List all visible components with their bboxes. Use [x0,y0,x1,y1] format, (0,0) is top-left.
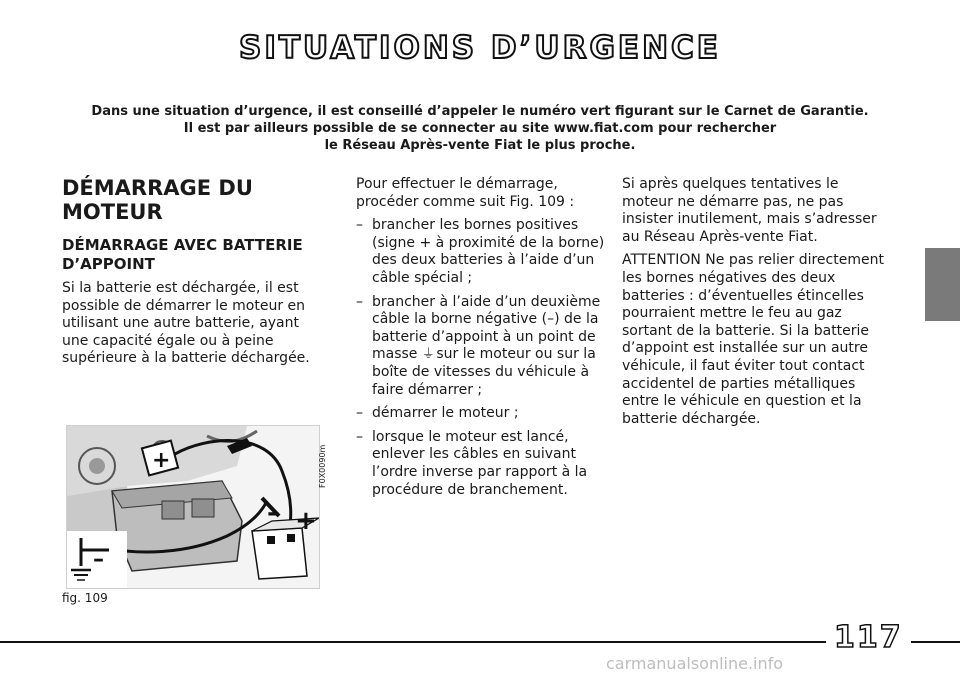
body-paragraph: Si après quelques tentatives le moteur ne démarre pas, ne pas insister inutilement, mais s’adresser au Réseau Après-vente Fiat. [622,176,877,245]
page-title: SITUATIONS D’URGENCE [239,30,721,66]
column-1 [62,176,312,374]
battery-jump-start-illustration [67,426,319,588]
step-dash: – [356,217,363,234]
step-text: lorsque le moteur est lancé, enlever les câbles en suivant l’ordre inverse par rapport à la procédure de branchement. [372,428,588,498]
step-dash: – [356,428,363,445]
subsection-heading: DÉMARRAGE AVEC BATTERIE D’APPOINT [62,236,303,273]
step-text: démarrer le moteur ; [372,405,519,422]
page-number: 117 [826,620,911,656]
column-3 [622,176,892,434]
step-text: brancher les bornes positives (signe + à proximité de la borne) des deux batteries à l’aide d’un câble spécial ; [372,217,605,286]
intro-line: Il est par ailleurs possible de se connecter au site www.fiat.com pour rechercher [183,121,777,136]
step-dash: – [356,293,363,310]
procedure-step [356,429,616,499]
step-text: brancher à l’aide d’un deuxième câble la borne négative (–) de la batterie d’appoint à un point de masse [372,293,601,363]
column-2 [356,176,616,505]
svg-text:+: + [295,506,317,536]
warning-paragraph: ATTENTION Ne pas relier directement les bornes négatives des deux batteries : d’éventuelles étincelles pourraient mettre le feu au gaz sortant de la batterie. Si la batterie d’appoint est installée sur un autre véhicule, il faut éviter tout contact accidentel de parties métalliques entre le véhicule en question et la batterie déchargée. [622,252,884,427]
procedure-step [356,405,616,423]
figure-battery-jump-start [66,425,320,589]
svg-text:+: + [152,448,171,473]
ground-icon: ⏚ [421,347,435,363]
body-paragraph: Si la batterie est déchargée, il est possible de démarrer le moteur en utilisant une autre batterie, ayant une capacité égale ou à peine supérieure à la batterie déchargée. [62,280,310,367]
figure-code: F0X0090m [318,444,327,488]
procedure-step [356,217,616,287]
intro-notice [80,103,880,154]
step-dash: – [356,405,363,422]
procedure-intro: Pour effectuer le démarrage, procéder comme suit Fig. 109 : [356,176,575,210]
section-heading: DÉMARRAGE DU MOTEUR [62,176,253,224]
intro-line: Dans une situation d’urgence, il est conseillé d’appeler le numéro vert figurant sur le Carnet de Garantie. [91,104,869,119]
section-tab-marker [925,248,960,321]
svg-text:–: – [267,498,280,528]
figure-caption: fig. 109 [62,591,108,605]
intro-line: le Réseau Après-vente Fiat le plus proche. [324,138,636,153]
footer-rule [0,641,960,643]
watermark: carmanualsonline.info [606,654,784,673]
svg-text:–: – [93,547,104,572]
step-text-tail: sur le moteur ou sur la boîte de vitesses du véhicule à faire démarrer ; [372,346,596,398]
procedure-step [356,294,616,400]
